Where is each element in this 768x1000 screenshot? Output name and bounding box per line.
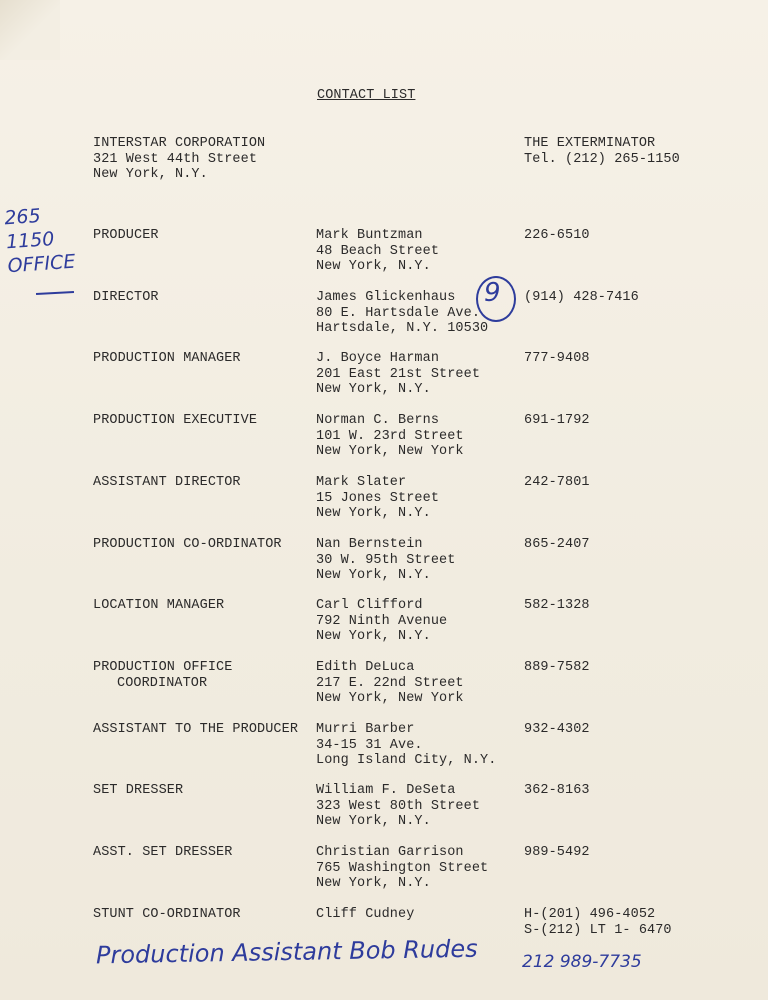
contact-address-line: New York, N.Y. (316, 506, 431, 521)
contact-address-line: New York, N.Y. (316, 814, 431, 829)
contact-phone-line: 865-2407 (524, 537, 590, 552)
contact-role-line: ASSISTANT TO THE PRODUCER (93, 722, 299, 737)
film-block (524, 136, 680, 167)
contact-role (93, 351, 241, 367)
company-name: INTERSTAR CORPORATION (93, 136, 266, 151)
contact-phone-line: 989-5492 (524, 845, 590, 860)
contact-phone (524, 783, 590, 799)
contact-name: J. Boyce Harman (316, 351, 440, 366)
contact-address-line: New York, New York (316, 691, 464, 706)
contact-phone-line: 242-7801 (524, 475, 590, 490)
contact-name: William F. DeSeta (316, 783, 456, 798)
contact-role (93, 722, 298, 738)
contact-role-line: PRODUCTION OFFICE (93, 660, 233, 675)
contact-role-line: STUNT CO-ORDINATOR (93, 907, 241, 922)
contact-name-address (316, 722, 496, 769)
contact-name-address (316, 228, 439, 275)
contact-phone (524, 228, 590, 244)
contact-role-line: COORDINATOR (117, 675, 208, 691)
contact-phone (524, 475, 590, 491)
contact-role-line: SET DRESSER (93, 783, 184, 798)
contact-phone (524, 351, 590, 367)
margin-note-line: OFFICE (6, 250, 77, 278)
contact-name: Christian Garrison (316, 845, 464, 860)
handwritten-margin-note (4, 202, 77, 279)
contact-name-address (316, 660, 464, 707)
handwritten-bottom-note: Production Assistant Bob Rudes (95, 934, 478, 970)
contact-phone-line: 582-1328 (524, 598, 590, 613)
contact-name: Norman C. Berns (316, 413, 440, 428)
contact-name: Mark Buntzman (316, 228, 423, 243)
contact-address-line: 765 Washington Street (316, 860, 489, 876)
contact-role-line: LOCATION MANAGER (93, 598, 225, 613)
film-title: THE EXTERMINATOR (524, 136, 656, 151)
contact-phone-line: 226-6510 (524, 228, 590, 243)
contact-role (93, 907, 241, 923)
contact-name-address (316, 537, 455, 584)
contact-role (93, 537, 282, 553)
contact-name-address (316, 783, 480, 830)
contact-phone-line: 362-8163 (524, 783, 590, 798)
contact-role (93, 783, 183, 799)
contact-phone (524, 907, 672, 938)
contact-phone-line: 932-4302 (524, 722, 590, 737)
contact-address-line: New York, N.Y. (316, 382, 431, 397)
contact-role-line: ASSISTANT DIRECTOR (93, 475, 241, 490)
contact-role (93, 598, 224, 614)
contact-phone-line: S-(212) LT 1- 6470 (524, 922, 672, 938)
page-corner-fold (0, 0, 60, 60)
contact-name-address (316, 598, 447, 645)
contact-address-line: 101 W. 23rd Street (316, 428, 464, 444)
contact-address-line: 80 E. Hartsdale Ave. (316, 305, 481, 321)
contact-phone-line: (914) 428-7416 (524, 290, 639, 305)
contact-address-line: 34-15 31 Ave. (316, 737, 423, 753)
contact-address-line: 15 Jones Street (316, 490, 440, 506)
handwritten-underline (36, 291, 74, 295)
company-city: New York, N.Y. (93, 167, 208, 182)
contact-role (93, 845, 232, 861)
contact-name-address (316, 290, 488, 337)
contact-address-line: 30 W. 95th Street (316, 552, 456, 568)
company-street: 321 West 44th Street (93, 151, 258, 167)
contact-name-address (316, 475, 439, 522)
contact-role (93, 228, 159, 244)
contact-address-line: 201 East 21st Street (316, 366, 481, 382)
contact-role-line: PRODUCTION MANAGER (93, 351, 241, 366)
document-title: CONTACT LIST (317, 88, 416, 103)
contact-address-line: New York, N.Y. (316, 259, 431, 274)
contact-phone-line: 691-1792 (524, 413, 590, 428)
company-block (93, 136, 265, 183)
contact-phone (524, 598, 590, 614)
contact-address-line: New York, New York (316, 444, 464, 459)
film-tel: Tel. (212) 265-1150 (524, 151, 680, 167)
contact-phone-line: 777-9408 (524, 351, 590, 366)
contact-phone (524, 660, 590, 676)
contact-name: Edith DeLuca (316, 660, 415, 675)
contact-name: James Glickenhaus (316, 290, 456, 305)
contact-phone (524, 537, 590, 553)
margin-note-line: 265 (3, 204, 42, 230)
contact-name-address (316, 907, 414, 923)
contact-role (93, 660, 232, 691)
contact-role-line: DIRECTOR (93, 290, 159, 305)
contact-phone (524, 722, 590, 738)
handwritten-circled-number: 9 (484, 278, 501, 308)
contact-role (93, 475, 241, 491)
contact-role-line: ASST. SET DRESSER (93, 845, 233, 860)
contact-address-line: Hartsdale, N.Y. 10530 (316, 321, 489, 336)
contact-phone (524, 845, 590, 861)
contact-phone-line: 889-7582 (524, 660, 590, 675)
contact-address-line: 792 Ninth Avenue (316, 613, 448, 629)
contact-address-line: New York, N.Y. (316, 629, 431, 644)
contact-name: Cliff Cudney (316, 907, 415, 922)
contact-name: Nan Bernstein (316, 537, 423, 552)
margin-note-line: 1150 (5, 228, 56, 254)
contact-address-line: 48 Beach Street (316, 243, 440, 259)
contact-role-line: PRODUCTION EXECUTIVE (93, 413, 258, 428)
contact-address-line: 217 E. 22nd Street (316, 675, 464, 691)
contact-name: Carl Clifford (316, 598, 423, 613)
contact-phone (524, 290, 639, 306)
contact-address-line: New York, N.Y. (316, 876, 431, 891)
contact-role-line: PRODUCER (93, 228, 159, 243)
contact-role-line: PRODUCTION CO-ORDINATOR (93, 537, 282, 552)
contact-phone (524, 413, 590, 429)
contact-name-address (316, 351, 480, 398)
contact-address-line: Long Island City, N.Y. (316, 753, 497, 768)
contact-name-address (316, 413, 464, 460)
contact-role (93, 290, 159, 306)
contact-role (93, 413, 257, 429)
handwritten-bottom-phone: 212 989-7735 (522, 952, 642, 972)
contact-address-line: New York, N.Y. (316, 568, 431, 583)
contact-address-line: 323 West 80th Street (316, 798, 481, 814)
contact-phone-line: H-(201) 496-4052 (524, 907, 656, 922)
contact-name: Murri Barber (316, 722, 415, 737)
contact-name-address (316, 845, 488, 892)
contact-name: Mark Slater (316, 475, 407, 490)
